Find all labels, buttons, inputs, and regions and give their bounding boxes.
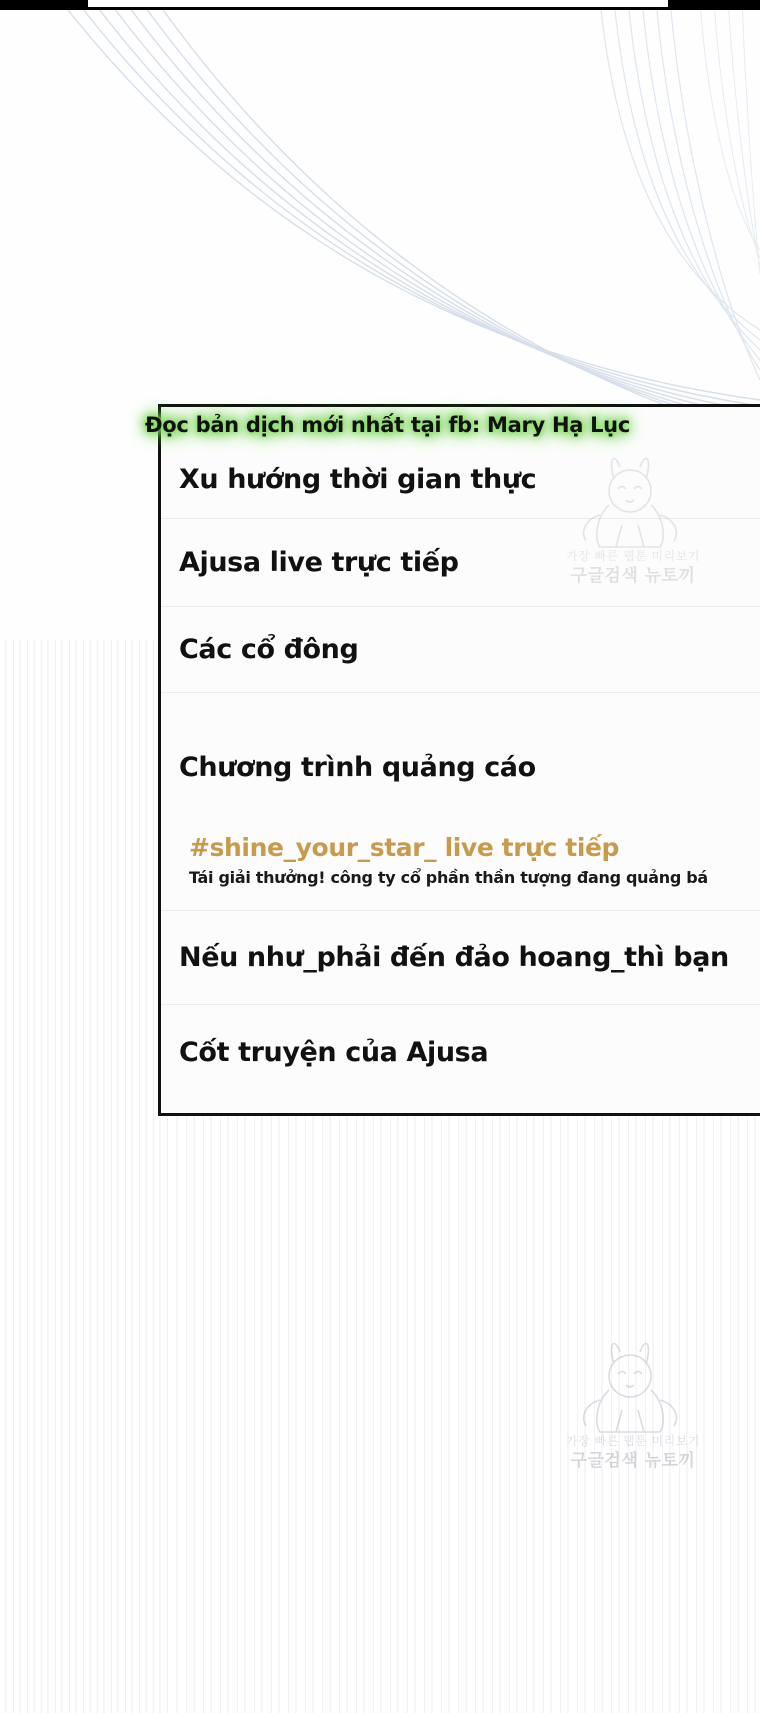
trending-list-panel — [145, 404, 760, 1116]
list-item[interactable] — [161, 1005, 760, 1101]
promoted-item-label: #shine_your_star_ live trực tiếp — [189, 832, 620, 862]
watermark-line1: 가장 빠른 웹툰 미리보기 — [566, 1434, 700, 1448]
watermark-line1: 가장 빠른 웹툰 미리보기 — [566, 549, 700, 563]
translator-credit-banner: Đọc bản dịch mới nhất tại fb: Mary Hạ Lục — [145, 413, 630, 437]
promoted-list-item[interactable] — [161, 811, 760, 911]
trending-list — [161, 441, 760, 1101]
list-item[interactable] — [161, 725, 760, 811]
list-item-label: Các cổ đông — [179, 633, 359, 665]
list-item[interactable] — [161, 607, 760, 693]
background-stripes-right — [170, 1115, 760, 1713]
list-item[interactable] — [161, 911, 760, 1005]
background-stripes-left — [0, 640, 170, 1713]
list-item-label: Chương trình quảng cáo — [179, 752, 536, 784]
list-item-label: Nếu như_phải đến đảo hoang_thì bạn — [179, 941, 729, 973]
promoted-item-subtitle: Tái giải thưởng! công ty cổ phần thần tượng đang quảng bá — [189, 868, 708, 888]
list-item-label: Cốt truyện của Ajusa — [179, 1037, 489, 1069]
watermark-line2: 구글검색 뉴토끼 — [570, 566, 696, 586]
list-item[interactable] — [161, 441, 760, 519]
list-item[interactable] — [161, 519, 760, 607]
list-item-label: Xu hướng thời gian thực — [179, 463, 537, 495]
watermark-line2: 구글검색 뉴토끼 — [570, 1451, 696, 1471]
list-spacer — [161, 693, 760, 725]
top-white-notch — [88, 0, 668, 7]
list-item-label: Ajusa live trực tiếp — [179, 546, 459, 578]
